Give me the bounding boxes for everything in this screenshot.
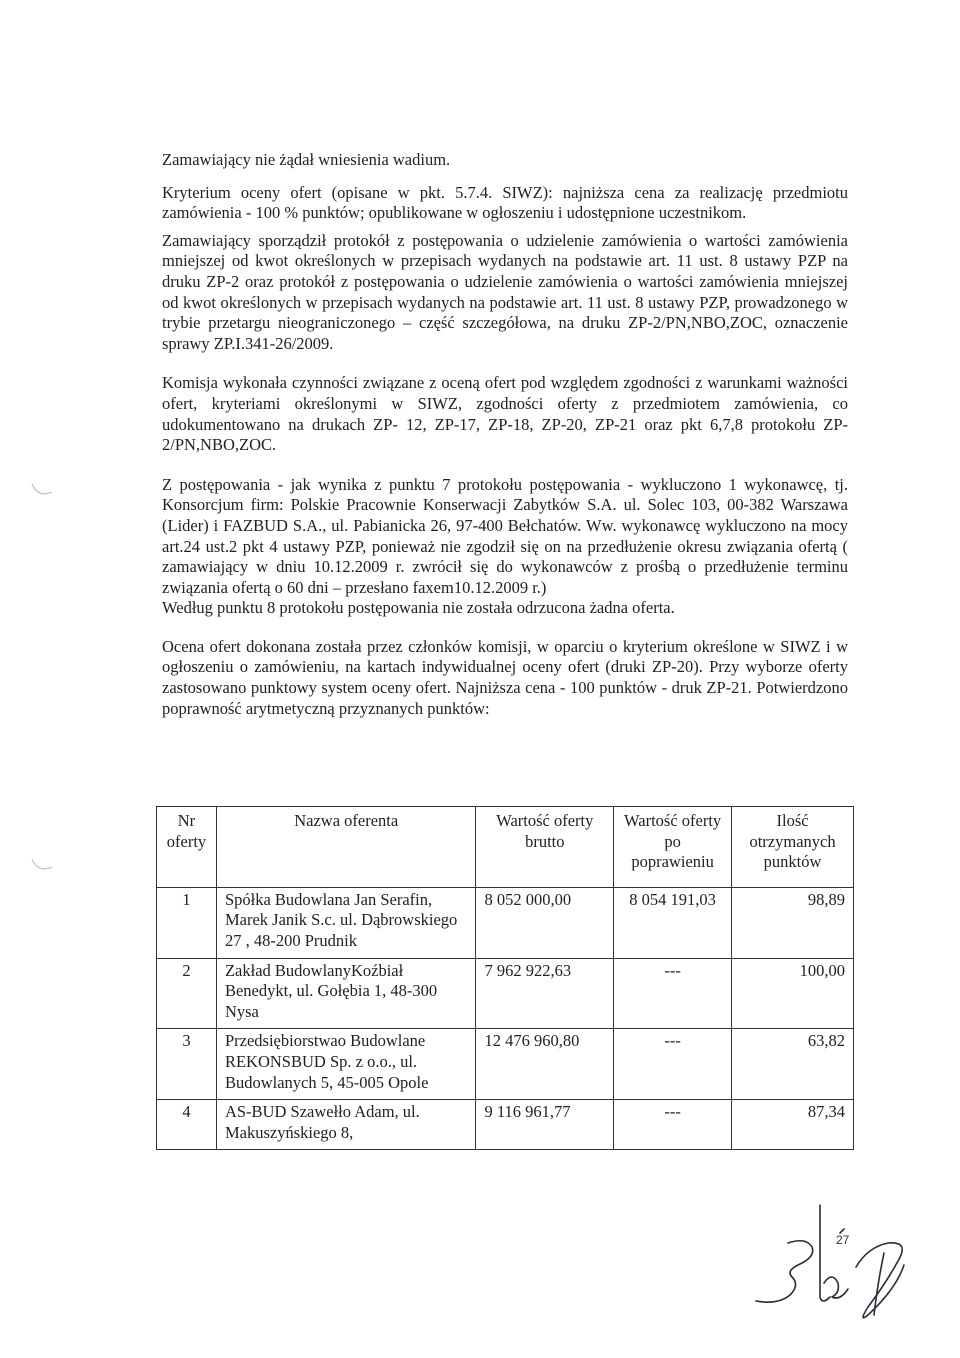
scan-mark-icon: [28, 470, 58, 510]
cell-name: Spółka Budowlana Jan Serafin, Marek Janik S.c. ul. Dąbrowskiego 27 , 48-200 Prudnik: [216, 887, 475, 958]
table-row: [157, 1029, 854, 1100]
scan-mark-icon: [28, 845, 58, 885]
header-name: Nazwa oferenta: [216, 807, 475, 888]
handwritten-signature-icon: [728, 1185, 928, 1345]
body-text: [162, 150, 848, 738]
cell-points: 87,34: [732, 1100, 854, 1150]
cell-corrected: 8 054 191,03: [614, 887, 732, 958]
paragraph-protokol: Zamawiający sporządził protokół z postępowania o udzielenie zamówienia o wartości zamówienia mniejszej od kwot określonych w przepisach wydanych na podstawie art. 11 ust. 8 ustawy PZP na druku ZP-2 oraz protokół z postępowania o udzielenie zamówienia o wartości zamówienia mniejszej od kwot określonych w przepisach wydanych na podstawie art. 11 ust. 8 ustawy PZP, prowadzonego w trybie przetargu nieograniczonego – część szczegółowa, na druku ZP-2/PN,NBO,ZOC, oznaczenie sprawy ZP.I.341-26/2009.: [162, 230, 848, 353]
table-row: [157, 887, 854, 958]
cell-gross: 9 116 961,77: [476, 1100, 614, 1150]
cell-name: AS-BUD Szawełło Adam, ul. Makuszyńskiego 8,: [216, 1100, 475, 1150]
cell-points: 98,89: [732, 887, 854, 958]
cell-nr: 3: [157, 1029, 217, 1100]
paragraph-odrzucenie: Według punktu 8 protokołu postępowania nie została odrzucona żadna oferta.: [162, 598, 675, 618]
cell-corrected: ---: [614, 1029, 732, 1100]
cell-gross: 8 052 000,00: [476, 887, 614, 958]
cell-points: 63,82: [732, 1029, 854, 1100]
cell-nr: 4: [157, 1100, 217, 1150]
cell-gross: 12 476 960,80: [476, 1029, 614, 1100]
header-nr: Nr oferty: [157, 807, 217, 888]
paragraph-wykluczenie: Z postępowania - jak wynika z punktu 7 protokołu postępowania - wykluczono 1 wykonawcę, tj. Konsorcjum firm: Polskie Pracownie Konserwacji Zabytków S.A. ul. Solec 103, 00-382 Warszawa (Lider) i FAZBUD S.A., ul. Pabianicka 26, 97-400 Bełchatów. Ww. wykonawcę wykluczono na mocy art.24 ust.2 pkt 4 ustawy PZP, ponieważ nie zgodził się on na przedłużenie okresu związania ofertą ( zamawiający w dniu 10.12.2009 r. zwrócił się do wykonawców z prośbą o przedłużenie terminu związania ofertą o 60 dni – przesłano faxem10.12.2009 r.): [162, 474, 848, 597]
paragraph-ocena: Ocena ofert dokonana została przez członków komisji, w oparciu o kryterium określone w SIWZ i w ogłoszeniu o zamówieniu, na kartach indywidualnej oceny ofert (druki ZP-20). Przy wyborze oferty zastosowano punktowy system oceny ofert. Najniższa cena - 100 punktów - druk ZP-21. Potwierdzono poprawność arytmetyczną przyznanych punktów:: [162, 636, 848, 718]
paragraph-wadium: Zamawiający nie żądał wniesienia wadium.: [162, 150, 451, 169]
cell-corrected: ---: [614, 1100, 732, 1150]
paragraph-kryterium: Kryterium oceny ofert (opisane w pkt. 5.7.4. SIWZ): najniższa cena za realizację przedmiotu zamówienia - 100 % punktów; opublikowane w ogłoszeniu i udostępnione uczestnikom.: [162, 182, 848, 223]
table-row: [157, 958, 854, 1029]
cell-nr: 2: [157, 958, 217, 1029]
cell-gross: 7 962 922,63: [476, 958, 614, 1029]
cell-name: Przedsiębiorstwao Budowlane REKONSBUD Sp. z o.o., ul. Budowlanych 5, 45-005 Opole: [216, 1029, 475, 1100]
page-number: 27: [836, 1233, 850, 1247]
header-corrected: Wartość oferty po poprawieniu: [614, 807, 732, 888]
offers-table: [156, 806, 854, 1150]
cell-corrected: ---: [614, 958, 732, 1029]
header-gross: Wartość oferty brutto: [476, 807, 614, 888]
table-header-row: [157, 807, 854, 888]
cell-nr: 1: [157, 887, 217, 958]
cell-points: 100,00: [732, 958, 854, 1029]
header-points: Ilość otrzymanych punktów: [732, 807, 854, 888]
paragraph-komisja: Komisja wykonała czynności związane z oceną ofert pod względem zgodności z warunkami ważności ofert, kryteriami określonymi w SIWZ, zgodności oferty z przedmiotem zamówienia, co udokumentowano na drukach ZP- 12, ZP-17, ZP-18, ZP-20, ZP-21 oraz pkt 6,7,8 protokołu ZP-2/PN,NBO,ZOC.: [162, 373, 848, 455]
cell-name: Zakład BudowlanyKoźbiał Benedykt, ul. Gołębia 1, 48-300 Nysa: [216, 958, 475, 1029]
table-row: [157, 1100, 854, 1150]
